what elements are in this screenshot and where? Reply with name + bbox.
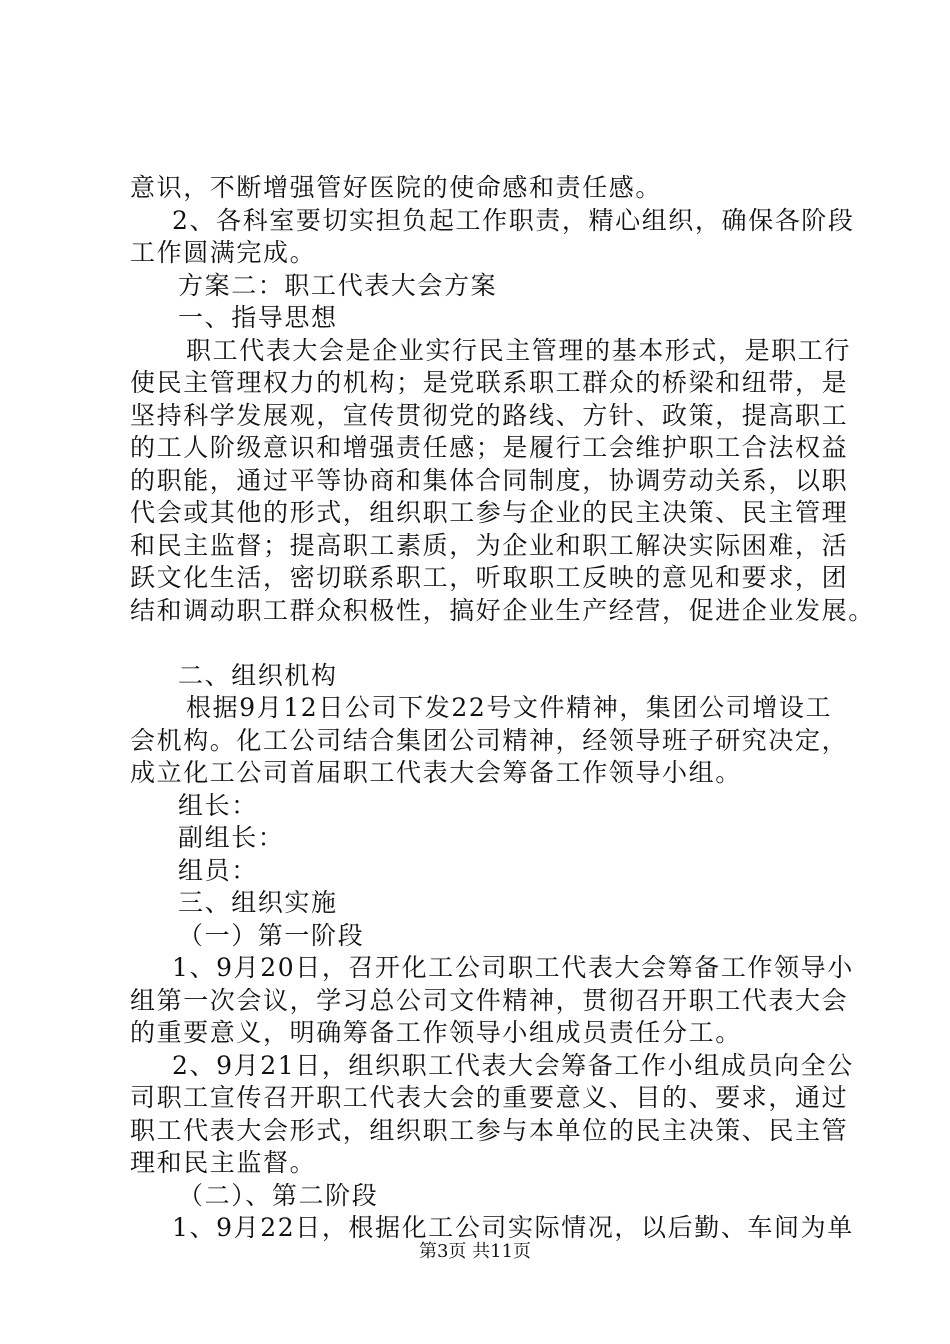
paragraph-line: 的职能，通过平等协商和集体合同制度，协调劳动关系，以职 xyxy=(130,465,849,495)
paragraph-line: 跃文化生活，密切联系职工，听取职工反映的意见和要求，团 xyxy=(130,563,849,592)
paragraph-line: 司职工宣传召开职工代表大会的重要意义、目的、要求，通过 xyxy=(130,1083,849,1112)
blank-line xyxy=(130,627,850,660)
paragraph-line: 组长： xyxy=(178,790,258,820)
paragraph-line: 1、9月22日，根据化工公司实际情况，以后勤、车间为单 xyxy=(172,1213,854,1242)
paragraph-line: 结和调动职工群众积极性，搞好企业生产经营，促进企业发展。 xyxy=(130,595,875,625)
section-heading: 一、指导思想 xyxy=(178,303,338,332)
paragraph-line: 副组长： xyxy=(178,823,285,852)
document-body xyxy=(130,172,875,1245)
paragraph-line: 2、各科室要切实担负起工作职责，精心组织，确保各阶段 xyxy=(172,205,855,235)
paragraph-line: 会机构。化工公司结合集团公司精神，经领导班子研究决定， xyxy=(130,725,849,755)
paragraph-line: 2、9月21日，组织职工代表大会筹备工作小组成员向全公 xyxy=(172,1050,854,1080)
section-heading: 方案二：职工代表大会方案 xyxy=(178,270,498,300)
paragraph-line: 职工代表大会是企业实行民主管理的基本形式，是职工行 xyxy=(186,335,852,365)
paragraph-line: 组员： xyxy=(178,855,258,885)
paragraph-line: 的重要意义，明确筹备工作领导小组成员责任分工。 xyxy=(130,1018,742,1047)
paragraph-line: 成立化工公司首届职工代表大会筹备工作领导小组。 xyxy=(130,758,742,787)
paragraph-line: 理和民主监督。 xyxy=(130,1148,317,1177)
paragraph-line: 工作圆满完成。 xyxy=(130,238,317,267)
paragraph-line: 职工代表大会形式，组织职工参与本单位的民主决策、民主管 xyxy=(130,1115,849,1145)
section-heading: 三、组织实施 xyxy=(178,888,338,917)
subsection-heading: （二）、第二阶段 xyxy=(178,1180,379,1210)
paragraph-line: 使民主管理权力的机构；是党联系职工群众的桥梁和纽带，是 xyxy=(130,368,849,397)
paragraph-line: 1、9月20日，召开化工公司职工代表大会筹备工作领导小 xyxy=(172,953,854,982)
page-number-footer: 第3页 共11页 xyxy=(418,1241,532,1262)
paragraph-line: 组第一次会议，学习总公司文件精神，贯彻召开职工代表大会 xyxy=(130,985,849,1015)
subsection-heading: （一）第一阶段 xyxy=(178,920,365,950)
paragraph-line: 和民主监督；提高职工素质，为企业和职工解决实际困难，活 xyxy=(130,530,849,560)
paragraph-line: 的工人阶级意识和增强责任感；是履行工会维护职工合法权益 xyxy=(130,433,849,462)
paragraph-line: 代会或其他的形式，组织职工参与企业的民主决策、民主管理 xyxy=(130,498,849,527)
paragraph-line: 意识，不断增强管好医院的使命感和责任感。 xyxy=(130,173,663,202)
section-heading: 二、组织机构 xyxy=(178,660,338,690)
paragraph-line: 根据9月12日公司下发22号文件精神，集团公司增设工 xyxy=(186,693,833,722)
paragraph-line: 坚持科学发展观，宣传贯彻党的路线、方针、政策，提高职工 xyxy=(130,400,849,430)
